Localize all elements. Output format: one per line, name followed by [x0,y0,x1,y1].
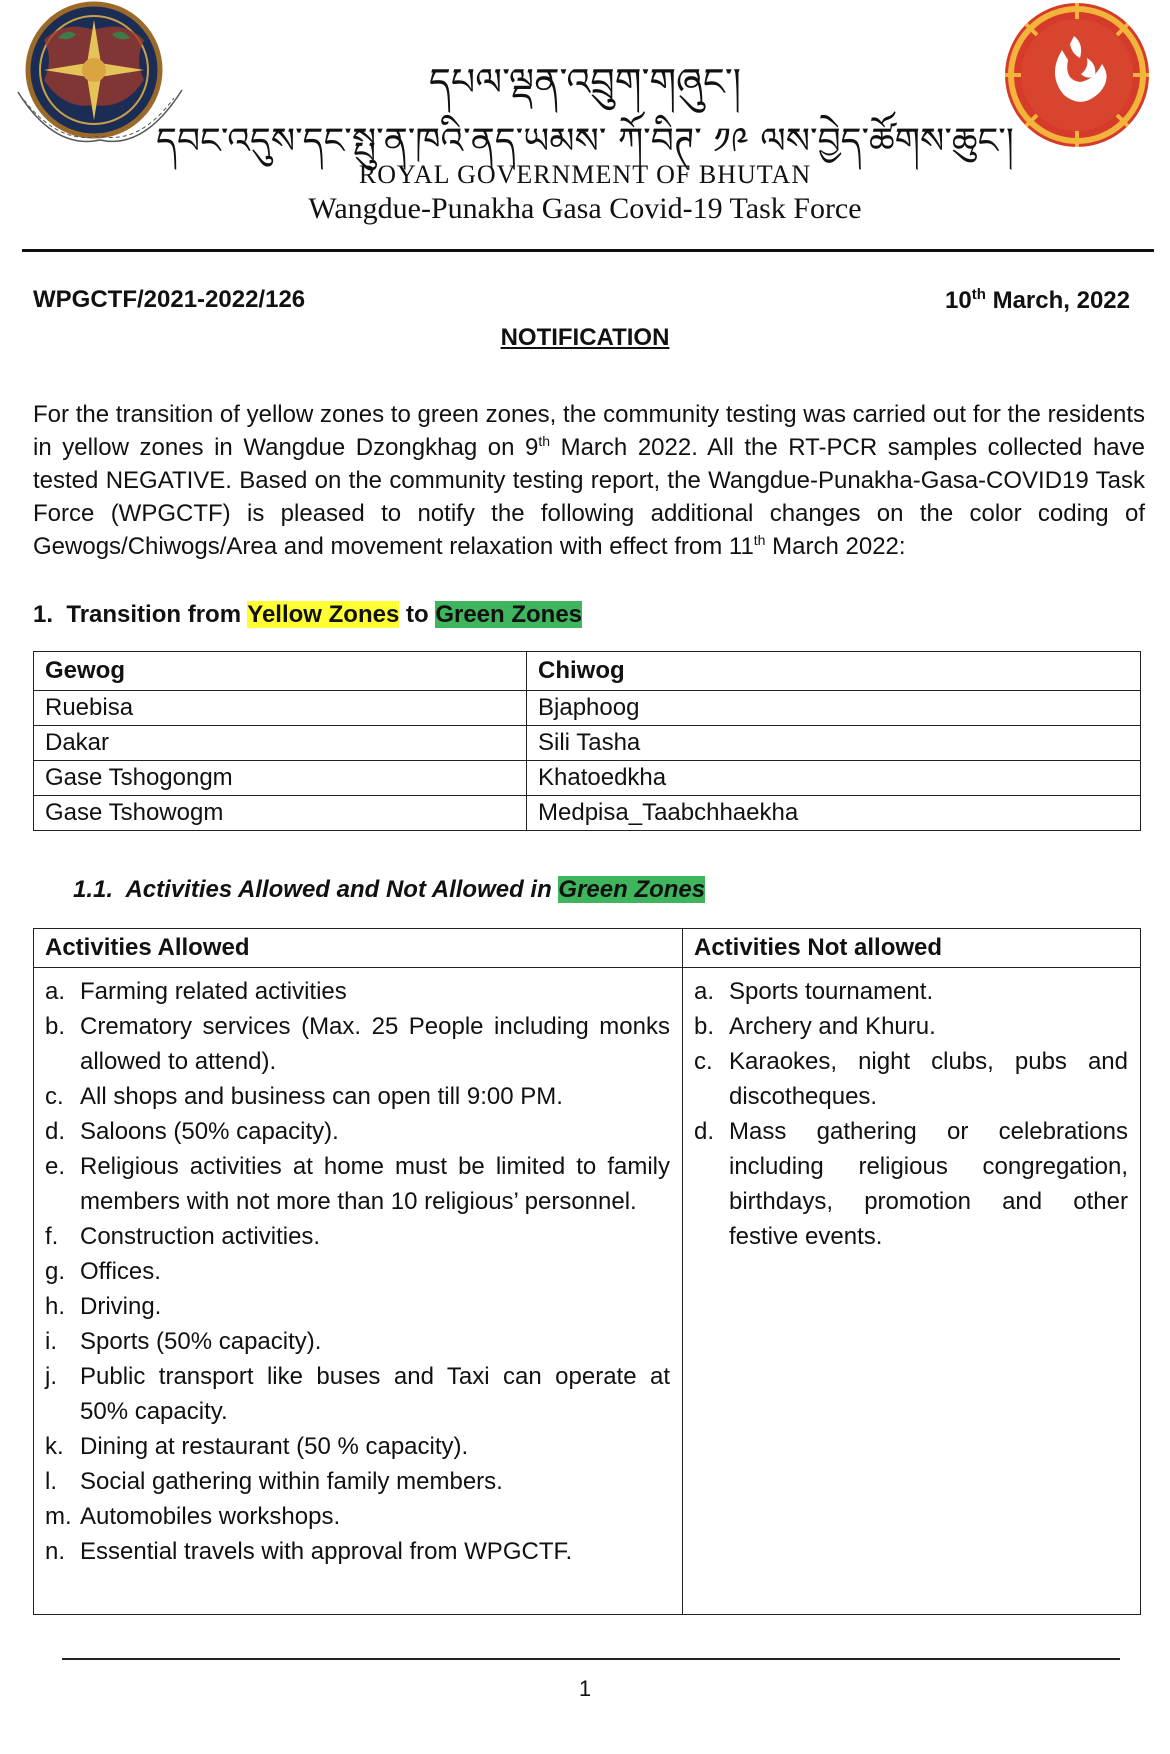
table-row [34,726,1141,761]
header-divider [22,249,1154,252]
list-item [683,1009,1128,1044]
list-marker: n. [45,1538,66,1565]
dzongkha-title-line-1: དཔལ་ལྡན་འབྲུག་གཞུང་། [428,60,742,104]
chiwog-cell: Medpisa_Taabchhaekha [527,796,1141,831]
government-name: ROYAL GOVERNMENT OF BHUTAN [358,160,812,189]
list-item [34,1499,670,1534]
list-item-text: Sports (50% capacity). [80,1328,322,1355]
date-ordinal-suffix: th [971,286,986,303]
list-marker: g. [45,1258,66,1285]
gewog-cell: Gase Tshowogm [34,796,527,831]
list-item [683,974,1128,1009]
list-marker: e. [45,1153,66,1180]
list-item-text: Essential travels with approval from WPGCTF. [80,1538,573,1565]
body-sup-2: th [753,532,766,548]
section-1-heading [33,601,582,629]
body-sup-1: th [538,433,551,449]
list-item [34,1359,670,1429]
table-row [34,796,1141,831]
green-zones-highlight: Green Zones [435,601,583,628]
list-item-text: Karaokes, night clubs, pubs and discotheques. [729,1048,1128,1110]
list-item-text: Mass gathering or celebrations including religious congregation, birthdays, promotion and other festive events. [729,1118,1128,1250]
list-item [34,1324,670,1359]
notification-date [945,286,1130,315]
list-marker: k. [45,1433,64,1460]
list-item [34,1289,670,1324]
allowed-activities-list [34,974,682,1569]
table-row [34,968,1141,1615]
list-marker: l. [45,1468,57,1495]
not-allowed-cell [683,968,1141,1615]
list-item-text: Archery and Khuru. [729,1013,936,1040]
list-item-text: Offices. [80,1258,161,1285]
list-item [34,1429,670,1464]
section-1-1-prefix: 1.1. Activities Allowed and Not Allowed in [73,876,559,903]
list-item-text: Construction activities. [80,1223,321,1250]
list-item [34,1114,670,1149]
notification-body [33,398,1145,563]
page-number: 1 [578,1676,592,1701]
reference-number: WPGCTF/2021-2022/126 [33,286,306,313]
table-header-row [34,652,1141,691]
footer-divider [62,1658,1120,1660]
not-allowed-activities-list [683,974,1140,1254]
list-marker: i. [45,1328,57,1355]
list-marker: m. [45,1503,72,1530]
list-marker: h. [45,1293,66,1320]
section-1-1-heading [73,876,705,904]
list-item-text: All shops and business can open till 9:00 PM. [80,1083,563,1110]
green-zones-highlight: Green Zones [558,876,706,903]
zones-table [33,651,1141,831]
chiwog-cell: Khatoedkha [527,761,1141,796]
table-header-row [34,929,1141,968]
table-row [34,761,1141,796]
list-item-text: Religious activities at home must be limited to family members with not more than 10 religious’ personnel. [80,1153,670,1215]
gewog-cell: Gase Tshogongm [34,761,527,796]
yellow-zones-highlight: Yellow Zones [247,601,400,628]
list-item [34,1079,670,1114]
list-marker: f. [45,1223,59,1250]
dzongkha-title-line-2: དབང་འདུས་དང་སྤུ་ན་ཁའི་ནད་ཡམས་ ཀོ་བིཊ་ ༡༩ ལས་བྱེད་ཚོགས་ཆུང་། [156,121,1014,162]
body-part-3: March 2022: [765,533,906,560]
allowed-cell [34,968,683,1615]
list-item [34,974,670,1009]
task-force-name: Wangdue-Punakha Gasa Covid-19 Task Force [308,192,862,225]
list-item-text: Dining at restaurant (50 % capacity). [80,1433,469,1460]
list-item [34,1464,670,1499]
list-item-text: Public transport like buses and Taxi can operate at 50% capacity. [80,1363,670,1425]
list-item-text: Driving. [80,1293,162,1320]
list-item [34,1534,670,1569]
body-part-1: For the transition of yellow zones to green zones, the community testing was carried out for the residents in yellow zones in Wangdue Dzongkhag on 9 [33,401,1145,461]
chiwog-cell: Sili Tasha [527,726,1141,761]
list-item-text: Social gathering within family members. [80,1468,503,1495]
section-1-prefix: 1. Transition from [33,601,248,628]
list-marker: j. [45,1363,57,1390]
date-day: 10 [945,287,972,314]
gewog-header: Gewog [34,652,527,691]
list-marker: c. [45,1083,64,1110]
date-month-year: March, 2022 [985,287,1130,314]
activities-allowed-header: Activities Allowed [34,929,683,968]
list-marker: a. [45,978,66,1005]
list-item [34,1009,670,1079]
list-item [34,1254,670,1289]
table-row [34,691,1141,726]
gewog-cell: Ruebisa [34,691,527,726]
chiwog-header: Chiwog [527,652,1141,691]
list-item [683,1114,1128,1254]
chiwog-cell: Bjaphoog [527,691,1141,726]
list-item [683,1044,1128,1114]
list-item-text: Farming related activities [80,978,347,1005]
list-marker: d. [45,1118,66,1145]
section-1-middle: to [399,601,436,628]
list-marker: b. [45,1013,66,1040]
list-marker: c. [694,1048,713,1075]
list-item-text: Crematory services (Max. 25 People including monks allowed to attend). [80,1013,670,1075]
body-part-2: March 2022. All the RT-PCR samples collected have tested NEGATIVE. Based on the community testing report, the Wangdue-Punakha-Gasa-COVID19 Task Force (WPGCTF) is pleased to notify the following additional changes on the color coding of Gewogs/Chiwogs/Area and movement relaxation with effect from 11 [33,434,1146,560]
list-item [34,1219,670,1254]
list-item-text: Automobiles workshops. [80,1503,341,1530]
list-item-text: Sports tournament. [729,978,934,1005]
notification-title: NOTIFICATION [500,324,670,351]
list-item-text: Saloons (50% capacity). [80,1118,339,1145]
list-marker: a. [694,978,715,1005]
activities-table [33,928,1141,1615]
list-marker: b. [694,1013,715,1040]
gewog-cell: Dakar [34,726,527,761]
activities-not-allowed-header: Activities Not allowed [683,929,1141,968]
list-item [34,1149,670,1219]
list-marker: d. [694,1118,715,1145]
